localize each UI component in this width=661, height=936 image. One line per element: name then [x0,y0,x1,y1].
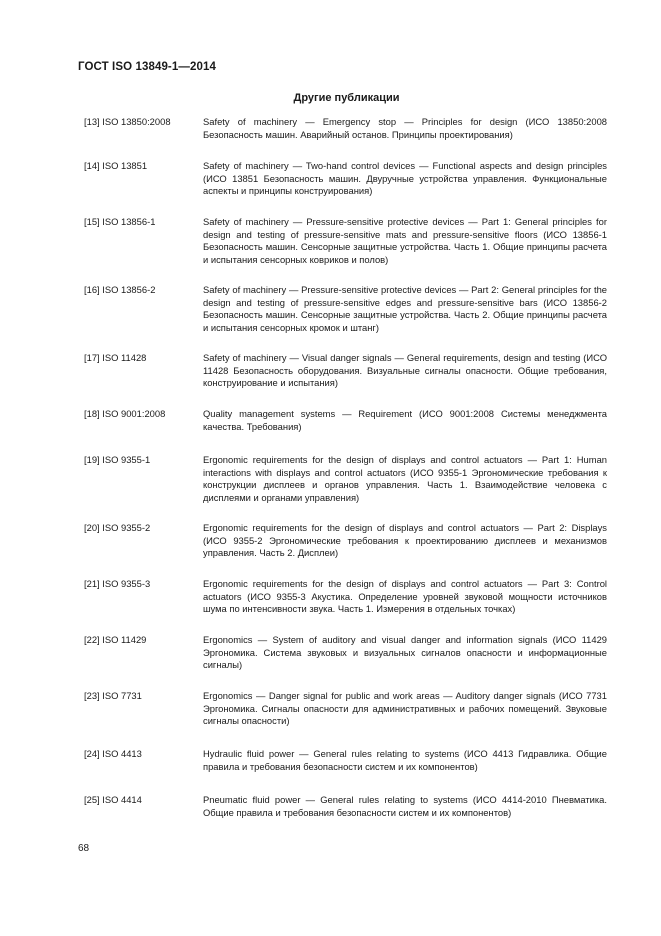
reference-id: [15] ISO 13856-1 [84,216,156,227]
reference-description: Safety of machinery — Two-hand control devices — Functional aspects and design principles (ИСО 13851 Безопасность машин. Двуручные устройства управления. Функциональные аспекты и принципы конструирования) [203,160,607,197]
reference-id: [18] ISO 9001:2008 [84,408,166,419]
reference-id: [22] ISO 11429 [84,634,147,645]
reference-description: Safety of machinery — Visual danger signals — General requirements, design and testing (ИСО 11428 Безопасность оборудования. Визуальные сигналы опасности. Общие требования, конструирование и испытания) [203,352,607,389]
reference-description: Ergonomic requirements for the design of displays and control actuators — Part 2: Displays (ИСО 9355-2 Эргономические требования к проектированию дисплеев и механизмов управления. Часть 2. Дисплеи) [203,522,607,559]
reference-description: Pneumatic fluid power — General rules relating to systems (ИСО 4414-2010 Пневматика. Общие правила и требования безопасности систем и их компонентов) [203,794,607,818]
reference-description: Ergonomic requirements for the design of displays and control actuators — Part 3: Control actuators (ИСО 9355-3 Акустика. Определение уровней звуковой мощности источников шума по интенсивности звука. Часть 1. Измерения в отдельных точках) [203,578,607,615]
section-title-text: Другие публикации [293,92,400,104]
reference-id: [16] ISO 13856-2 [84,284,156,295]
reference-description: Ergonomics — System of auditory and visual danger and information signals (ИСО 11429 Эргономика. Система звуковых и визуальных сигналов опасности и информационные сигналы) [203,634,607,671]
reference-id: [13] ISO 13850:2008 [84,116,171,127]
reference-id: [14] ISO 13851 [84,160,148,171]
page-number: 68 [78,843,90,854]
reference-id: [21] ISO 9355-3 [84,578,151,589]
reference-description: Safety of machinery — Pressure-sensitive protective devices — Part 2: General principles for the design and testing of pressure-sensitive edges and pressure-sensitive bars (ИСО 13856-2 Безопасность машин. Сенсорные защитные устройства. Часть 2. Общие принципы расчета и испытания сенсорных кромок и штанг) [203,284,607,333]
reference-description: Ergonomics — Danger signal for public and work areas — Auditory danger signals (ИСО 7731 Эргономика. Сигналы опасности для административных и рабочих помещений. Звуковые сигналы опасности) [203,690,607,727]
reference-id: [24] ISO 4413 [84,748,142,759]
reference-description: Safety of machinery — Emergency stop — Principles for design (ИСО 13850:2008 Безопасность машин. Аварийный останов. Принципы проектирования) [203,116,607,140]
section-title [0,92,661,104]
reference-description: Quality management systems — Requirement (ИСО 9001:2008 Системы менеджмента качества. Требования) [203,408,607,432]
reference-id: [25] ISO 4414 [84,794,142,805]
reference-description: Ergonomic requirements for the design of displays and control actuators — Part 1: Human interactions with displays and control actuators (ИСО 9355-1 Эргономические требования к конструкции дисплеев и органов управления. Часть 1. Взаимодействие человека с дисплеями и органами управления) [203,454,607,503]
reference-id: [17] ISO 11428 [84,352,147,363]
reference-description: Safety of machinery — Pressure-sensitive protective devices — Part 1: General principles for design and testing of pressure-sensitive mats and pressure-sensitive floors (ИСО 13856-1 Безопасность машин. Сенсорные защитные устройства. Часть 1. Общие принципы расчета и испытания сенсорных ковриков и полов) [203,216,607,265]
reference-description: Hydraulic fluid power — General rules relating to systems (ИСО 4413 Гидравлика. Общие правила и требования безопасности систем и их компонентов) [203,748,607,772]
reference-id: [23] ISO 7731 [84,690,142,701]
reference-id: [19] ISO 9355-1 [84,454,151,465]
document-header: ГОСТ ISO 13849-1—2014 [78,61,216,73]
reference-id: [20] ISO 9355-2 [84,522,151,533]
